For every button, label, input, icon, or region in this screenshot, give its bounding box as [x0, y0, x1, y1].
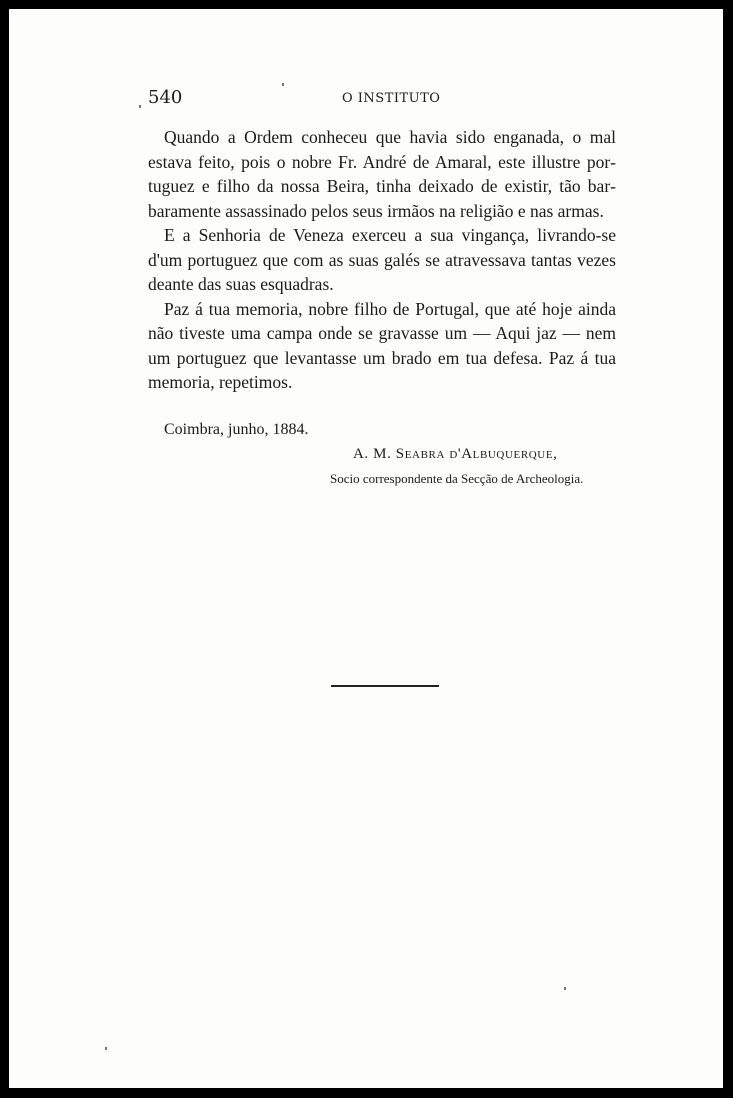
author-name: A. M. Seabra d'Albuquerque, — [353, 446, 558, 462]
author-affiliation: Socio correspondente da Secção de Archeologia. — [330, 471, 584, 486]
paragraph: Quando a Ordem conheceu que havia sido enganada, o mal estava feito, pois o nobre Fr. André de Amaral, este illustre portuguez e filho da nossa Beira, tinha deixado de existir, tão barbaramente assassinado pelos seus irmãos na religião e nas armas. — [148, 127, 616, 221]
scan-speck — [564, 987, 566, 990]
end-rule — [331, 685, 439, 687]
page-number: 540 — [148, 87, 183, 108]
scan-speck — [139, 105, 141, 108]
paragraph: E a Senhoria de Veneza exerceu a sua vingança, livrando-se d'um portuguez que com as suas galés se atravessava tantas vezes deante das suas esquadras. — [148, 225, 616, 294]
running-head — [148, 87, 608, 113]
paragraph: Paz á tua memoria, nobre filho de Portugal, que até hoje ainda não tiveste uma campa onde se gravasse um — Aqui jaz — nem um portuguez que levantasse um brado em tua defesa. Paz á tua memoria, repetimos. — [148, 298, 616, 392]
document-page — [9, 9, 723, 1088]
dateline: Coimbra, junho, 1884. — [164, 421, 309, 438]
scan-speck — [282, 83, 284, 86]
journal-title: O INSTITUTO — [342, 91, 441, 106]
article-body — [148, 125, 616, 395]
scan-speck — [105, 1047, 107, 1050]
